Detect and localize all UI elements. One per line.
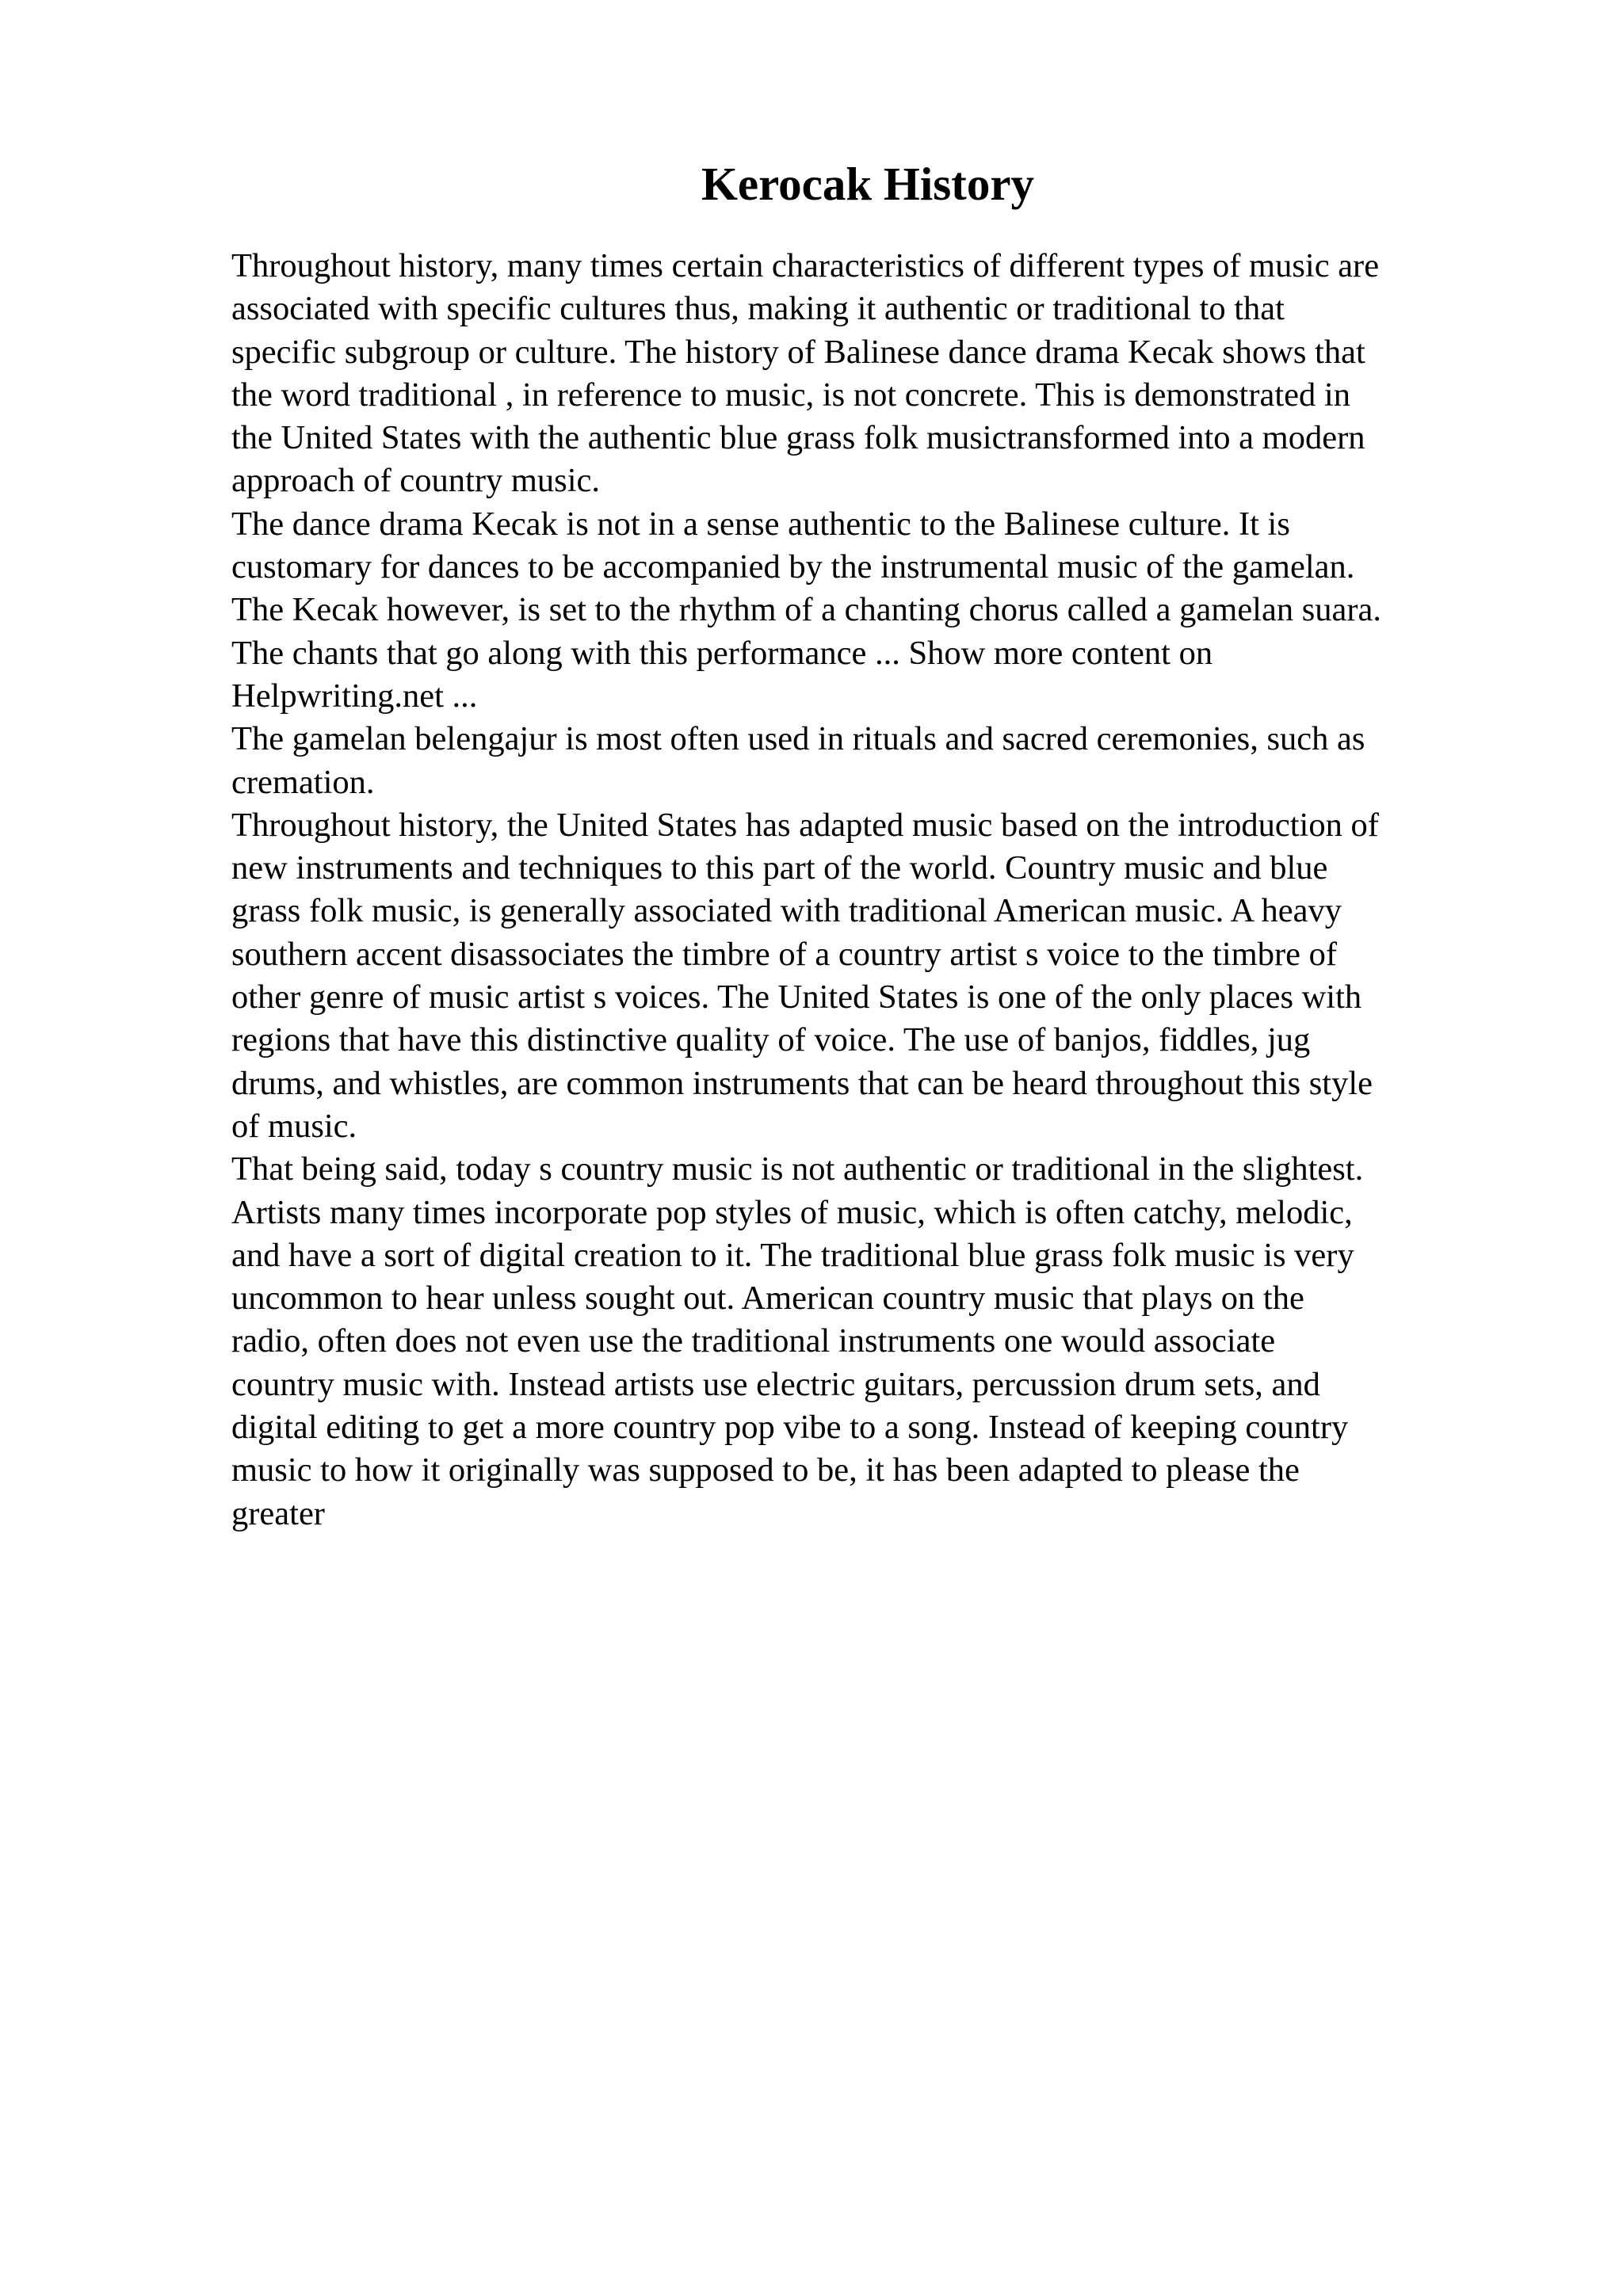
text-line: and have a sort of digital creation to it. The traditional blue grass folk music is very	[231, 1236, 1354, 1274]
text-line: cremation.	[231, 763, 375, 801]
text-line: The chants that go along with this performance ... Show more content on	[231, 634, 1213, 672]
document-body	[231, 245, 1579, 1535]
text-line: specific subgroup or culture. The history of Balinese dance drama Kecak shows that	[231, 333, 1365, 371]
text-line: The dance drama Kecak is not in a sense authentic to the Balinese culture. It is	[231, 505, 1290, 543]
text-line: Artists many times incorporate pop styles of music, which is often catchy, melodic,	[231, 1193, 1353, 1231]
text-line: Throughout history, many times certain characteristics of different types of music are	[231, 247, 1380, 284]
text-line: associated with specific cultures thus, making it authentic or traditional to that	[231, 290, 1285, 328]
text-line: country music with. Instead artists use electric guitars, percussion drum sets, and	[231, 1365, 1320, 1403]
text-line: uncommon to hear unless sought out. American country music that plays on the	[231, 1280, 1304, 1318]
document-title: Kerocak History	[701, 158, 1035, 210]
text-line: customary for dances to be accompanied by the instrumental music of the gamelan.	[231, 548, 1355, 586]
text-line: other genre of music artist s voices. The United States is one of the only places with	[231, 978, 1362, 1016]
text-line: music to how it originally was supposed to be, it has been adapted to please the	[231, 1451, 1300, 1489]
text-line: Throughout history, the United States has adapted music based on the introduction of	[231, 806, 1379, 844]
text-line: Helpwriting.net ...	[231, 677, 478, 715]
text-line: the word traditional , in reference to music, is not concrete. This is demonstrated in	[231, 376, 1350, 414]
text-line: The Kecak however, is set to the rhythm of a chanting chorus called a gamelan suara.	[231, 591, 1382, 629]
text-line: new instruments and techniques to this part of the world. Country music and blue	[231, 849, 1328, 887]
text-line: drums, and whistles, are common instruments that can be heard throughout this style	[231, 1064, 1373, 1102]
text-line: radio, often does not even use the traditional instruments one would associate	[231, 1322, 1276, 1360]
text-line: digital editing to get a more country pop vibe to a song. Instead of keeping country	[231, 1409, 1349, 1447]
text-line: approach of country music.	[231, 462, 600, 500]
text-line: grass folk music, is generally associated with traditional American music. A heavy	[231, 892, 1342, 930]
text-line: southern accent disassociates the timbre of a country artist s voice to the timbre of	[231, 935, 1337, 973]
text-line: That being said, today s country music is not authentic or traditional in the slightest.	[231, 1150, 1364, 1188]
text-line: of music.	[231, 1107, 357, 1145]
text-line: greater	[231, 1494, 325, 1532]
text-line: The gamelan belengajur is most often used in rituals and sacred ceremonies, such as	[231, 720, 1365, 758]
text-line: the United States with the authentic blue grass folk musictransformed into a modern	[231, 419, 1365, 457]
text-line: regions that have this distinctive quality of voice. The use of banjos, fiddles, jug	[231, 1021, 1311, 1059]
